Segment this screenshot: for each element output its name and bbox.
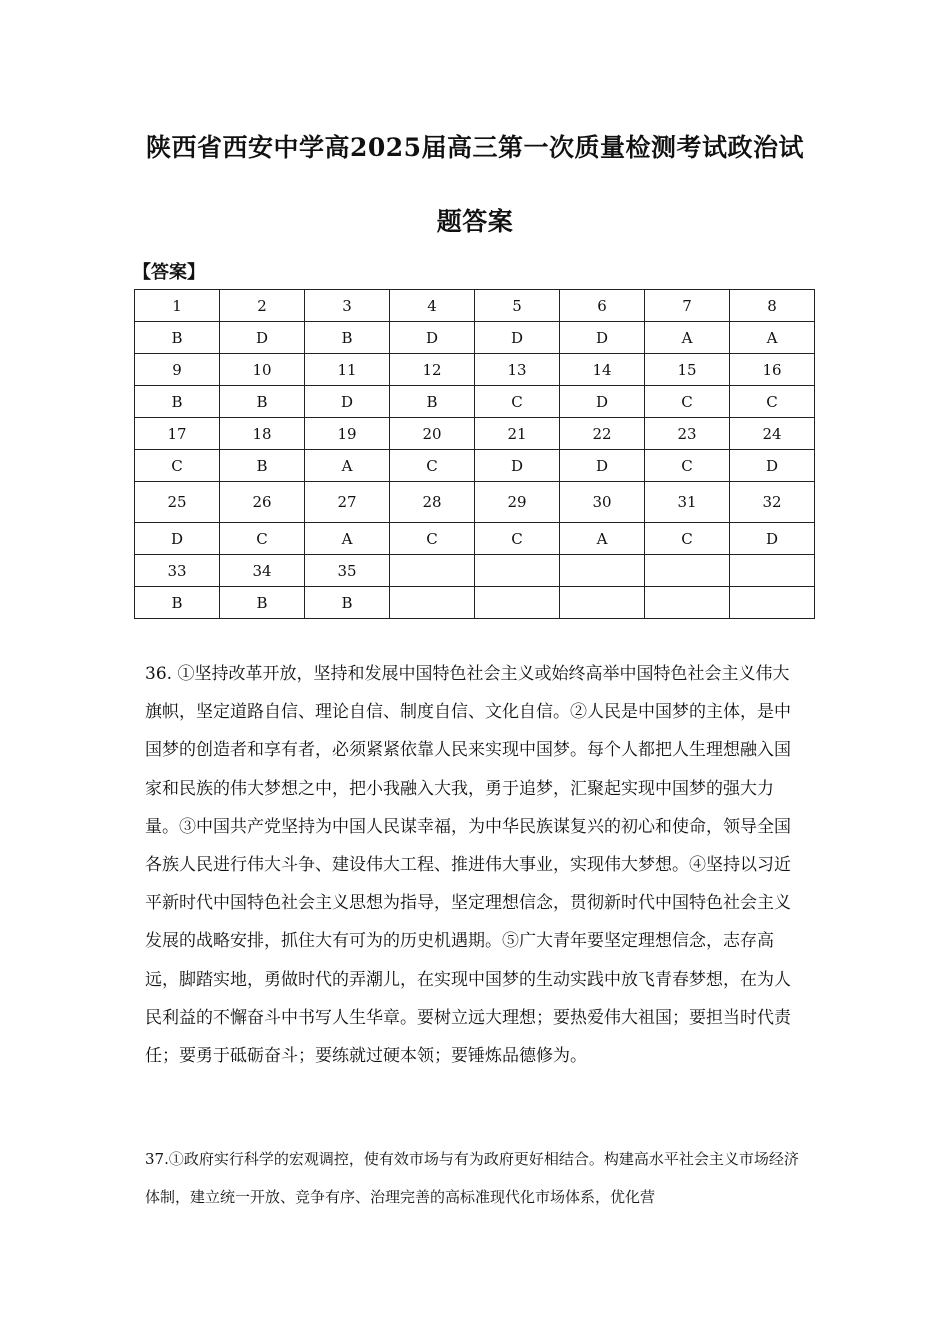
document-title-line1: 陕西省西安中学高2025届高三第一次质量检测考试政治试: [145, 133, 805, 162]
question-number-cell: 28: [390, 482, 475, 523]
question-number-cell: [475, 555, 560, 587]
answer-cell: C: [390, 523, 475, 555]
answer-cell: B: [220, 386, 305, 418]
answer-cell: B: [135, 587, 220, 619]
question-number-row: [135, 482, 815, 523]
answer-cell: C: [645, 386, 730, 418]
answer-cell: B: [135, 386, 220, 418]
answer-cell: B: [220, 587, 305, 619]
answer-cell: B: [220, 450, 305, 482]
question-number-cell: 10: [220, 354, 305, 386]
question-number-cell: 32: [730, 482, 815, 523]
answer-cell: A: [560, 523, 645, 555]
question-number-row: [135, 290, 815, 322]
question-number-cell: 3: [305, 290, 390, 322]
question-number-cell: [560, 555, 645, 587]
question-number-cell: 31: [645, 482, 730, 523]
question-number-cell: 14: [560, 354, 645, 386]
question-number-cell: 1: [135, 290, 220, 322]
question-number-cell: 35: [305, 555, 390, 587]
answer-row: [135, 322, 815, 354]
question-number-cell: 6: [560, 290, 645, 322]
question-number-cell: [645, 555, 730, 587]
answer-row: [135, 523, 815, 555]
question-number-cell: 15: [645, 354, 730, 386]
question-number-cell: 11: [305, 354, 390, 386]
answer-cell: D: [305, 386, 390, 418]
answer-cell: C: [645, 450, 730, 482]
question-number-cell: [390, 555, 475, 587]
question-number-cell: 29: [475, 482, 560, 523]
question-number-cell: 5: [475, 290, 560, 322]
question-number-cell: 20: [390, 418, 475, 450]
question-number-cell: 21: [475, 418, 560, 450]
question-number-cell: 33: [135, 555, 220, 587]
question-number-cell: 13: [475, 354, 560, 386]
question-37-answer: 37.①政府实行科学的宏观调控，使有效市场与有为政府更好相结合。构建高水平社会主义市场经济体制，建立统一开放、竞争有序、治理完善的高标准现代化市场体系，优化营: [145, 1150, 799, 1206]
question-number-cell: 26: [220, 482, 305, 523]
answer-cell: C: [220, 523, 305, 555]
question-36-answer: 36. ①坚持改革开放，坚持和发展中国特色社会主义或始终高举中国特色社会主义伟大旗帜，坚定道路自信、理论自信、制度自信、文化自信。②人民是中国梦的主体，是中国梦的创造者和享有者，必须紧紧依靠人民来实现中国梦。每个人都把人生理想融入国家和民族的伟大梦想之中，把小我融入大我，勇于追梦，汇聚起实现中国梦的强大力量。③中国共产党坚持为中国人民谋幸福，为中华民族谋复兴的初心和使命，领导全国各族人民进行伟大斗争、建设伟大工程、推进伟大事业，实现伟大梦想。④坚持以习近平新时代中国特色社会主义思想为指导，坚定理想信念，贯彻新时代中国特色社会主义发展的战略安排，抓住大有可为的历史机遇期。⑤广大青年要坚定理想信念，志存高远，脚踏实地，勇做时代的弄潮儿，在实现中国梦的生动实践中放飞青春梦想，在为人民利益的不懈奋斗中书写人生华章。要树立远大理想；要热爱伟大祖国；要担当时代责任；要勇于砥砺奋斗；要练就过硬本领；要锤炼品德修为。: [145, 664, 791, 1067]
question-number-cell: 24: [730, 418, 815, 450]
answer-cell: B: [305, 322, 390, 354]
question-number-cell: 4: [390, 290, 475, 322]
answer-cell: B: [390, 386, 475, 418]
answer-cell: A: [730, 322, 815, 354]
question-number-cell: 8: [730, 290, 815, 322]
answer-cell: [560, 587, 645, 619]
answer-cell: B: [305, 587, 390, 619]
answer-cell: [730, 587, 815, 619]
answer-cell: D: [560, 322, 645, 354]
question-number-cell: 19: [305, 418, 390, 450]
question-number-cell: 30: [560, 482, 645, 523]
answer-table: [134, 289, 815, 619]
answer-cell: D: [390, 322, 475, 354]
answer-cell: D: [475, 450, 560, 482]
answer-row: [135, 450, 815, 482]
question-number-cell: 22: [560, 418, 645, 450]
question-number-cell: 25: [135, 482, 220, 523]
question-number-cell: 12: [390, 354, 475, 386]
question-number-cell: 34: [220, 555, 305, 587]
answer-cell: A: [305, 523, 390, 555]
answer-cell: C: [135, 450, 220, 482]
question-number-cell: 9: [135, 354, 220, 386]
question-number-cell: 17: [135, 418, 220, 450]
answer-cell: C: [475, 386, 560, 418]
answer-cell: D: [135, 523, 220, 555]
answer-cell: C: [390, 450, 475, 482]
answer-cell: D: [560, 450, 645, 482]
answer-cell: A: [305, 450, 390, 482]
answer-cell: D: [730, 523, 815, 555]
answer-cell: D: [560, 386, 645, 418]
answer-row: [135, 386, 815, 418]
question-number-cell: 23: [645, 418, 730, 450]
question-number-cell: 27: [305, 482, 390, 523]
question-number-cell: 2: [220, 290, 305, 322]
answer-row: [135, 587, 815, 619]
answer-cell: [390, 587, 475, 619]
question-number-row: [135, 354, 815, 386]
answer-cell: [645, 587, 730, 619]
question-number-cell: 18: [220, 418, 305, 450]
answer-cell: D: [730, 450, 815, 482]
question-number-cell: 7: [645, 290, 730, 322]
answer-label: 【答案】: [133, 262, 205, 283]
question-number-row: [135, 418, 815, 450]
answer-cell: D: [220, 322, 305, 354]
answer-cell: A: [645, 322, 730, 354]
question-number-cell: [730, 555, 815, 587]
answer-cell: D: [475, 322, 560, 354]
question-number-cell: 16: [730, 354, 815, 386]
answer-cell: [475, 587, 560, 619]
question-number-row: [135, 555, 815, 587]
answer-cell: C: [645, 523, 730, 555]
answer-cell: C: [475, 523, 560, 555]
answer-cell: C: [730, 386, 815, 418]
answer-cell: B: [135, 322, 220, 354]
document-title-line2: 题答案: [436, 207, 514, 236]
